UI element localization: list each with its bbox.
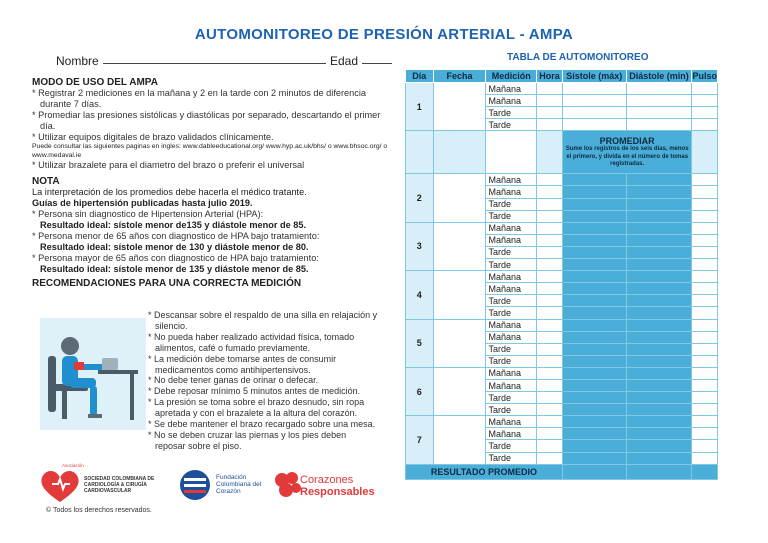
pulso-cell[interactable] [692, 198, 718, 210]
sistole-cell[interactable] [562, 452, 626, 464]
header-medicion: Medición [486, 70, 537, 83]
diastole-cell[interactable] [626, 234, 692, 246]
copyright-text: Todos los derechos reservados. [53, 507, 152, 514]
guias-line: Guías de hipertensión publicadas hasta julio 2019. [32, 198, 253, 208]
day-cell: 3 [406, 222, 434, 270]
corazones-text-2: Responsables [300, 486, 375, 498]
medicion-cell: Tarde [486, 440, 537, 452]
hora-cell[interactable] [537, 428, 563, 440]
medicion-cell: Mañana [486, 95, 537, 107]
sistole-cell[interactable] [562, 404, 626, 416]
diastole-cell[interactable] [626, 259, 692, 271]
page-title: AUTOMONITOREO DE PRESIÓN ARTERIAL - AMPA [194, 26, 574, 43]
medicion-cell: Mañana [486, 222, 537, 234]
edad-field[interactable] [362, 56, 392, 64]
diastole-cell[interactable] [626, 271, 692, 283]
medicion-cell: Mañana [486, 186, 537, 198]
promediar-empty-cell [406, 131, 434, 174]
nombre-field[interactable] [103, 56, 326, 64]
diastole-cell[interactable] [626, 295, 692, 307]
promediar-instructions: Sume los registros de los seis días, menos el primero, y divida en el número de tomas registradas. [565, 146, 689, 168]
diastole-cell[interactable] [626, 355, 692, 367]
promediar-empty-cell [486, 131, 537, 174]
rec-item: * Se debe mantener el brazo recargado sobre una mesa. [148, 419, 376, 430]
table-row [406, 83, 718, 95]
nota-item: * Persona mayor de 65 años con diagnostico de HPA bajo tratamiento: [32, 253, 319, 263]
diastole-cell[interactable] [626, 452, 692, 464]
sistole-cell[interactable] [562, 379, 626, 391]
pulso-cell[interactable] [692, 331, 718, 343]
promediar-empty-cell [433, 131, 486, 174]
hora-cell[interactable] [537, 307, 563, 319]
sistole-cell[interactable] [562, 119, 626, 131]
medicion-cell: Mañana [486, 416, 537, 428]
medicion-cell: Tarde [486, 198, 537, 210]
hora-cell[interactable] [537, 107, 563, 119]
hora-cell[interactable] [537, 83, 563, 95]
sistole-cell[interactable] [562, 283, 626, 295]
fecha-cell[interactable] [433, 319, 486, 367]
diastole-cell[interactable] [626, 428, 692, 440]
fecha-cell[interactable] [433, 83, 486, 131]
diastole-cell[interactable] [626, 83, 692, 95]
modo-item: * Registrar 2 mediciones en la mañana y 2 en la tarde con 2 minutos de diferencia durante 7 días. [32, 88, 367, 109]
nota-heading: NOTA [32, 176, 60, 187]
diastole-cell[interactable] [626, 222, 692, 234]
fecha-cell[interactable] [433, 222, 486, 270]
sistole-cell[interactable] [562, 186, 626, 198]
nombre-label: Nombre [56, 54, 99, 68]
diastole-cell[interactable] [626, 283, 692, 295]
promediar-empty-cell [537, 131, 563, 174]
hora-cell[interactable] [537, 234, 563, 246]
hora-cell[interactable] [537, 271, 563, 283]
rec-item: * La presión se toma sobre el brazo desnudo, sin ropa apretada y con el brazalete a la altura del corazón. [148, 397, 365, 419]
sistole-cell[interactable] [562, 331, 626, 343]
hora-cell[interactable] [537, 95, 563, 107]
diastole-cell[interactable] [626, 198, 692, 210]
hora-cell[interactable] [537, 367, 563, 379]
table-row [406, 319, 718, 331]
sistole-cell[interactable] [562, 416, 626, 428]
diastole-cell[interactable] [626, 107, 692, 119]
sistole-cell[interactable] [562, 319, 626, 331]
hora-cell[interactable] [537, 283, 563, 295]
sistole-cell[interactable] [562, 271, 626, 283]
links-note: Puede consultar las siguientes paginas en ingles: www.dableeducational.org/ www.hyp.ac.uk/bhs/ o www.bhsoc.org/ o www.medaval.ie [32, 143, 388, 159]
header-sistole: Sístole (máx) [562, 70, 626, 83]
name-age-row [56, 56, 392, 67]
pulso-cell[interactable] [692, 440, 718, 452]
pulso-cell[interactable] [692, 174, 718, 186]
header-dia: Día [406, 70, 434, 83]
hora-cell[interactable] [537, 319, 563, 331]
medicion-cell: Tarde [486, 210, 537, 222]
rec-item: * No debe tener ganas de orinar o defecar. [148, 375, 319, 386]
resultado-ideal: Resultado ideal: sístole menor de 130 y diástole menor de 80. [40, 242, 309, 252]
sccc-logo-text: SOCIEDAD COLOMBIANA DE CARDIOLOGÍA & CIRUGÍA CARDIOVASCULAR [84, 476, 155, 494]
pulso-cell[interactable] [692, 367, 718, 379]
left-column [32, 56, 392, 289]
day-cell: 6 [406, 367, 434, 415]
sistole-cell[interactable] [562, 295, 626, 307]
recomendaciones-heading: RECOMENDACIONES PARA UNA CORRECTA MEDICIÓN [32, 278, 302, 289]
medicion-cell: Tarde [486, 404, 537, 416]
resultado-pulso-cell[interactable] [692, 464, 718, 479]
promediar-title: PROMEDIAR [599, 136, 655, 147]
hora-cell[interactable] [537, 259, 563, 271]
pulso-cell[interactable] [692, 283, 718, 295]
fundacion-text: Fundación Colombiana del Corazón [216, 474, 262, 495]
diastole-cell[interactable] [626, 416, 692, 428]
diastole-cell[interactable] [626, 367, 692, 379]
pulso-cell[interactable] [692, 259, 718, 271]
pulso-cell[interactable] [692, 107, 718, 119]
hora-cell[interactable] [537, 379, 563, 391]
resultado-label: RESULTADO PROMEDIO [406, 464, 563, 479]
fecha-cell[interactable] [433, 416, 486, 464]
sistole-cell[interactable] [562, 246, 626, 258]
diastole-cell[interactable] [626, 319, 692, 331]
day-cell: 2 [406, 174, 434, 222]
medicion-cell: Tarde [486, 343, 537, 355]
automonitoreo-table [405, 69, 718, 480]
diastole-cell[interactable] [626, 119, 692, 131]
hora-cell[interactable] [537, 295, 563, 307]
diastole-cell[interactable] [626, 95, 692, 107]
promediar-cell [562, 131, 692, 174]
hora-cell[interactable] [537, 174, 563, 186]
sistole-cell[interactable] [562, 95, 626, 107]
medicion-cell: Mañana [486, 379, 537, 391]
nota-item: * Persona sin diagnostico de Hipertension Arterial (HPA): [32, 209, 264, 219]
hora-cell[interactable] [537, 331, 563, 343]
person-measuring-illustration [40, 318, 146, 430]
diastole-cell[interactable] [626, 307, 692, 319]
day-cell: 4 [406, 271, 434, 319]
promediar-row [406, 131, 718, 174]
fecha-cell[interactable] [433, 271, 486, 319]
sccc-top-text: Asociación [62, 463, 84, 468]
sistole-cell[interactable] [562, 428, 626, 440]
hora-cell[interactable] [537, 119, 563, 131]
diastole-cell[interactable] [626, 392, 692, 404]
pulso-cell[interactable] [692, 246, 718, 258]
medicion-cell: Mañana [486, 428, 537, 440]
pulso-cell[interactable] [692, 404, 718, 416]
resultado-diastole-cell[interactable] [626, 464, 692, 479]
pulso-cell[interactable] [692, 416, 718, 428]
medicion-cell: Tarde [486, 392, 537, 404]
pulso-cell[interactable] [692, 295, 718, 307]
diastole-cell[interactable] [626, 174, 692, 186]
modo-item: * Promediar las presiones sistólicas y diastólicas por separado, descartando el primer día. [32, 110, 381, 131]
sistole-cell[interactable] [562, 392, 626, 404]
medicion-cell: Tarde [486, 295, 537, 307]
rec-item: * Descansar sobre el respaldo de una silla en relajación y silencio. [148, 310, 378, 331]
sccc-heart-logo [38, 468, 82, 504]
sistole-cell[interactable] [562, 343, 626, 355]
hora-cell[interactable] [537, 355, 563, 367]
header-fecha: Fecha [433, 70, 486, 83]
medicion-cell: Tarde [486, 259, 537, 271]
sistole-cell[interactable] [562, 234, 626, 246]
pulso-cell[interactable] [692, 392, 718, 404]
resultado-sistole-cell[interactable] [562, 464, 626, 479]
table-header-row [406, 70, 718, 83]
sistole-cell[interactable] [562, 307, 626, 319]
pulso-cell[interactable] [692, 271, 718, 283]
header-hora: Hora [537, 70, 563, 83]
medicion-cell: Tarde [486, 107, 537, 119]
hora-cell[interactable] [537, 404, 563, 416]
medicion-cell: Mañana [486, 367, 537, 379]
diastole-cell[interactable] [626, 246, 692, 258]
hora-cell[interactable] [537, 222, 563, 234]
promediar-empty-cell [692, 131, 718, 174]
pulso-cell[interactable] [692, 222, 718, 234]
pulso-cell[interactable] [692, 343, 718, 355]
table-row [406, 222, 718, 234]
header-pulso: Pulso [692, 71, 717, 81]
medicion-cell: Mañana [486, 83, 537, 95]
rec-item: * La medición debe tomarse antes de consumir medicamentos como antihipertensivos. [148, 353, 337, 375]
sistole-cell[interactable] [562, 107, 626, 119]
table-row [406, 174, 718, 186]
medicion-cell: Tarde [486, 452, 537, 464]
medicion-cell: Tarde [486, 307, 537, 319]
resultado-row [406, 464, 718, 479]
fecha-cell[interactable] [433, 174, 486, 222]
sistole-cell[interactable] [562, 83, 626, 95]
corazones-heart-icon [274, 470, 302, 500]
sistole-cell[interactable] [562, 174, 626, 186]
diastole-cell[interactable] [626, 210, 692, 222]
resultado-ideal: Resultado ideal: sístole menor de 135 y diástole menor de 85. [40, 264, 309, 274]
sistole-cell[interactable] [562, 259, 626, 271]
diastole-cell[interactable] [626, 186, 692, 198]
recomendaciones-list [148, 310, 378, 452]
table-row [406, 416, 718, 428]
nota-item: * Persona menor de 65 años con diagnostico de HPA bajo tratamiento: [32, 231, 320, 241]
day-cell: 7 [406, 416, 434, 464]
rec-item: * Debe reposar mínimo 5 minutos antes de medición. [148, 386, 361, 397]
rec-item: * No se deben cruzar las piernas y los pies deben reposar sobre el piso. [148, 429, 347, 451]
hora-cell[interactable] [537, 246, 563, 258]
diastole-cell[interactable] [626, 379, 692, 391]
diastole-cell[interactable] [626, 331, 692, 343]
pulso-cell[interactable] [692, 234, 718, 246]
sistole-cell[interactable] [562, 440, 626, 452]
edad-label: Edad [329, 54, 358, 68]
corazones-text-1: Corazones [300, 474, 354, 486]
medicion-cell: Mañana [486, 283, 537, 295]
sistole-cell[interactable] [562, 222, 626, 234]
sistole-cell[interactable] [562, 355, 626, 367]
table-title: TABLA DE AUTOMONITOREO [507, 52, 649, 63]
sistole-cell[interactable] [562, 210, 626, 222]
medicion-cell: Mañana [486, 174, 537, 186]
hora-cell[interactable] [537, 452, 563, 464]
hora-cell[interactable] [537, 210, 563, 222]
day-cell: 5 [406, 319, 434, 367]
hora-cell[interactable] [537, 186, 563, 198]
medicion-cell: Tarde [486, 355, 537, 367]
sistole-cell[interactable] [562, 367, 626, 379]
modo-item: * Utilizar brazalete para el diametro del brazo o preferir el universal [32, 160, 305, 170]
pulso-cell[interactable] [692, 452, 718, 464]
medicion-cell: Mañana [486, 319, 537, 331]
hora-cell[interactable] [537, 440, 563, 452]
pulso-cell[interactable] [692, 210, 718, 222]
hora-cell[interactable] [537, 198, 563, 210]
day-cell: 1 [406, 83, 434, 131]
diastole-cell[interactable] [626, 404, 692, 416]
fecha-cell[interactable] [433, 367, 486, 415]
hora-cell[interactable] [537, 416, 563, 428]
medicion-cell: Mañana [486, 234, 537, 246]
pulso-cell[interactable] [692, 307, 718, 319]
rec-item: * No pueda haber realizado actividad física, tomado alimentos, café o fumado previamente. [148, 331, 355, 353]
pulso-cell[interactable] [692, 379, 718, 391]
copyright-icon: © [46, 507, 52, 514]
hora-cell[interactable] [537, 343, 563, 355]
pulso-cell[interactable] [692, 83, 718, 95]
fundacion-logo [178, 468, 212, 502]
medicion-cell: Mañana [486, 271, 537, 283]
copyright [46, 507, 152, 514]
pulso-cell[interactable] [692, 428, 718, 440]
pulso-cell[interactable] [692, 319, 718, 331]
table-row [406, 271, 718, 283]
pulso-cell[interactable] [692, 119, 718, 131]
pulso-cell[interactable] [692, 186, 718, 198]
resultado-ideal: Resultado ideal: sístole menor de135 y diástole menor de 85. [40, 220, 307, 230]
modo-heading: MODO DE USO DEL AMPA [32, 77, 158, 88]
diastole-cell[interactable] [626, 440, 692, 452]
pulso-cell[interactable] [692, 355, 718, 367]
medicion-cell: Tarde [486, 246, 537, 258]
sistole-cell[interactable] [562, 198, 626, 210]
nota-line: La interpretación de los promedios debe hacerla el médico tratante. [32, 187, 307, 197]
logos-row [38, 463, 378, 506]
diastole-cell[interactable] [626, 343, 692, 355]
medicion-cell: Tarde [486, 119, 537, 131]
pulso-cell[interactable] [692, 95, 718, 107]
hora-cell[interactable] [537, 392, 563, 404]
header-diastole: Diástole (min) [626, 70, 692, 83]
medicion-cell: Mañana [486, 331, 537, 343]
modo-item: * Utilizar equipos digitales de brazo validados clínicamente. [32, 132, 274, 142]
table-row [406, 367, 718, 379]
